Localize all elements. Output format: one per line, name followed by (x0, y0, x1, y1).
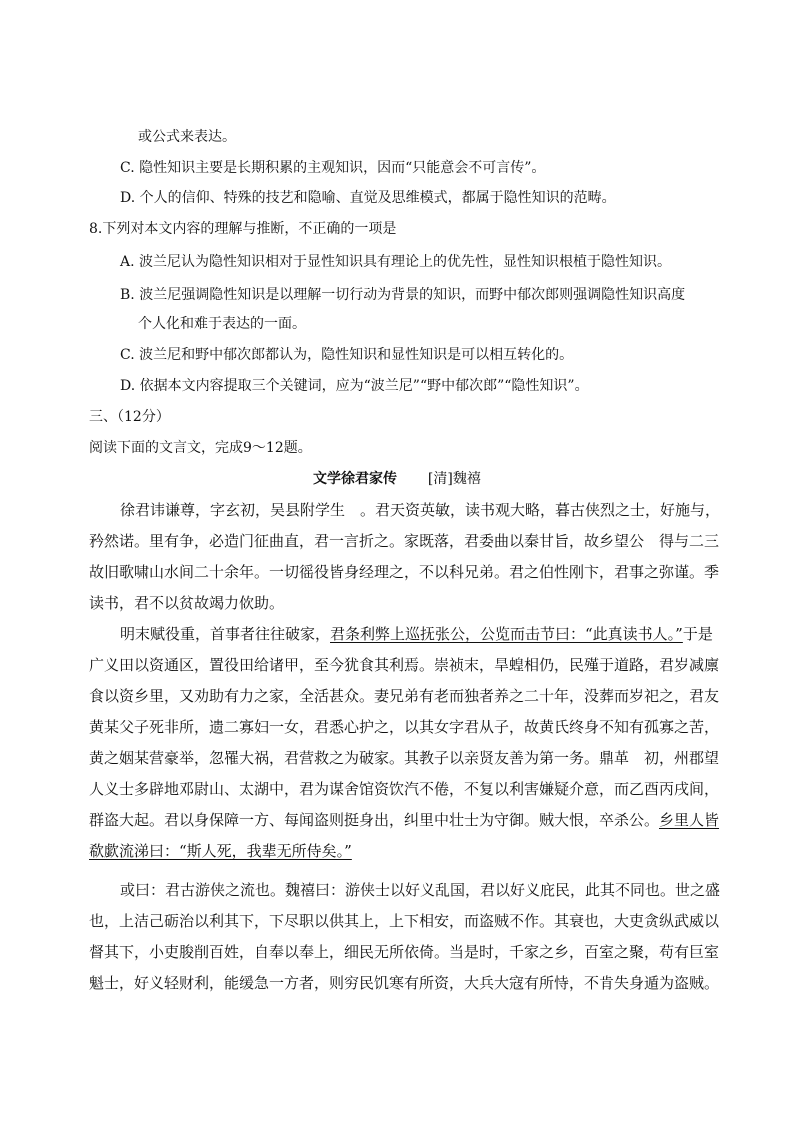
q7-option-b-continuation: 或公式来表达。 (138, 129, 236, 145)
passage-title-line (313, 469, 481, 489)
q7-option-c: C. 隐性知识主要是长期积累的主观知识，因而“只能意会不可言传”。 (120, 160, 546, 176)
q8-option-b-line2: 个人化和难于表达的一面。 (138, 316, 306, 332)
paragraph-2-line-1-text: 明末赋役重，首事者往往破家， (120, 625, 331, 643)
paragraph-2-line-2: 广义田以资通区，置役田给诸甲，至今犹食其利焉。崇祯末，旱蝗相仍，民殣于道路，君岁减廪 (89, 656, 720, 674)
paragraph-2-line-7 (89, 810, 719, 830)
paragraph-2-line-6: 人义士多辟地邓尉山、太湖中，君为谋舍馆资饮汽不倦，不复以利害嫌疑介意，而乙酉丙戌间， (89, 780, 720, 798)
paragraph-3-line-4: 魁士，好义轻财利，能缓急一方者，则穷民饥寒有所资，大兵大寇有所恃，不肯失身遁为盗贼。 (89, 974, 720, 992)
paragraph-2-line-7-text: 群盗大起。君以身保障一方、每闻盗则挺身出，纠里中壮士为守御。贼大恨，卒杀公。 (89, 811, 660, 829)
q8-option-c: C. 波兰尼和野中郁次郎都认为，隐性知识和显性知识是可以相互转化的。 (120, 347, 574, 363)
paragraph-1-line-3: 故旧歌啸山水间二十余年。一切徭役皆身经理之，不以科兄弟。君之伯性刚卞，君事之弥谨。季 (89, 563, 720, 581)
paragraph-1-line-4: 读书，君不以贫故竭力佽助。 (89, 594, 285, 612)
underlined-sentence-2-start: 乡里人皆 (659, 811, 720, 829)
q8-stem: 8.下列对本文内容的理解与推断，不正确的一项是 (89, 221, 397, 237)
q8-option-a: A. 波兰尼认为隐性知识相对于显性知识具有理论上的优先性，显性知识根植于隐性知识。 (120, 254, 672, 270)
paragraph-1-line-1: 徐君讳谦尊，字玄初，吴县附学生 。君天资英敏，读书观大略，暮古侠烈之士，好施与， (120, 501, 721, 519)
passage-title: 文学徐君家传 (313, 471, 397, 487)
q8-option-d: D. 依据本文内容提取三个关键词，应为“波兰尼”“野中郁次郎”“隐性知识”。 (120, 378, 589, 394)
paragraph-2-line-1-end: 于是 (682, 625, 713, 643)
underlined-sentence-2-end: 欷歔流涕曰：“斯人死，我辈无所侍矣。” (89, 842, 352, 860)
paragraph-3-line-1: 或曰：君古游侠之流也。魏禧曰：游侠士以好义乱国，君以好义庇民，此其不同也。世之盛 (120, 881, 721, 899)
section-heading: 三、（12分） (89, 409, 170, 425)
paragraph-3-line-3: 督其下，小吏朘削百姓，自奉以奉上，细民无所依倚。当是时，千家之乡，百室之聚，苟有巨室 (89, 943, 720, 961)
section-instruction: 阅读下面的文言文，完成9～12题。 (89, 440, 312, 456)
paragraph-2-line-8 (89, 841, 352, 861)
paragraph-2-line-3: 食以资乡里，又劝助有力之家，全活甚众。妻兄弟有老而独者养之二十年，没葬而岁祀之，君友 (89, 687, 720, 705)
q8-option-b-line1: B. 波兰尼强调隐性知识是以理解一切行动为背景的知识，而野中郁次郎则强调隐性知识高度 (120, 287, 686, 303)
paragraph-2-line-1 (120, 624, 713, 644)
paragraph-2-line-5: 黄之姻某营豪举，忽罹大祸，君营救之为破家。其教子以亲贤友善为第一务。鼎革 初，州郡望 (89, 749, 720, 767)
paragraph-3-line-2: 也，上洁己砺治以利其下，下尽职以供其上，上下相安，而盗贼不作。其衰也，大吏贪纵武威以 (89, 912, 720, 930)
underlined-sentence-1: 君条利弊上巡抚张公，公览而击节曰：“此真读书人。” (330, 625, 683, 643)
paragraph-2-line-4: 黄某父子死非所，遗二寡妇一女，君悉心护之，以其女字君从子，故黄氏终身不知有孤寡之苦， (89, 718, 720, 736)
q7-option-d: D. 个人的信仰、特殊的技艺和隐喻、直觉及思维模式，都属于隐性知识的范畴。 (120, 190, 616, 206)
passage-author: [清]魏禧 (427, 471, 481, 487)
paragraph-1-line-2: 矜然诺。里有争，必造门征曲直，君一言折之。家既落，君委曲以秦甘旨，故乡望公 得与二三 (89, 532, 720, 550)
